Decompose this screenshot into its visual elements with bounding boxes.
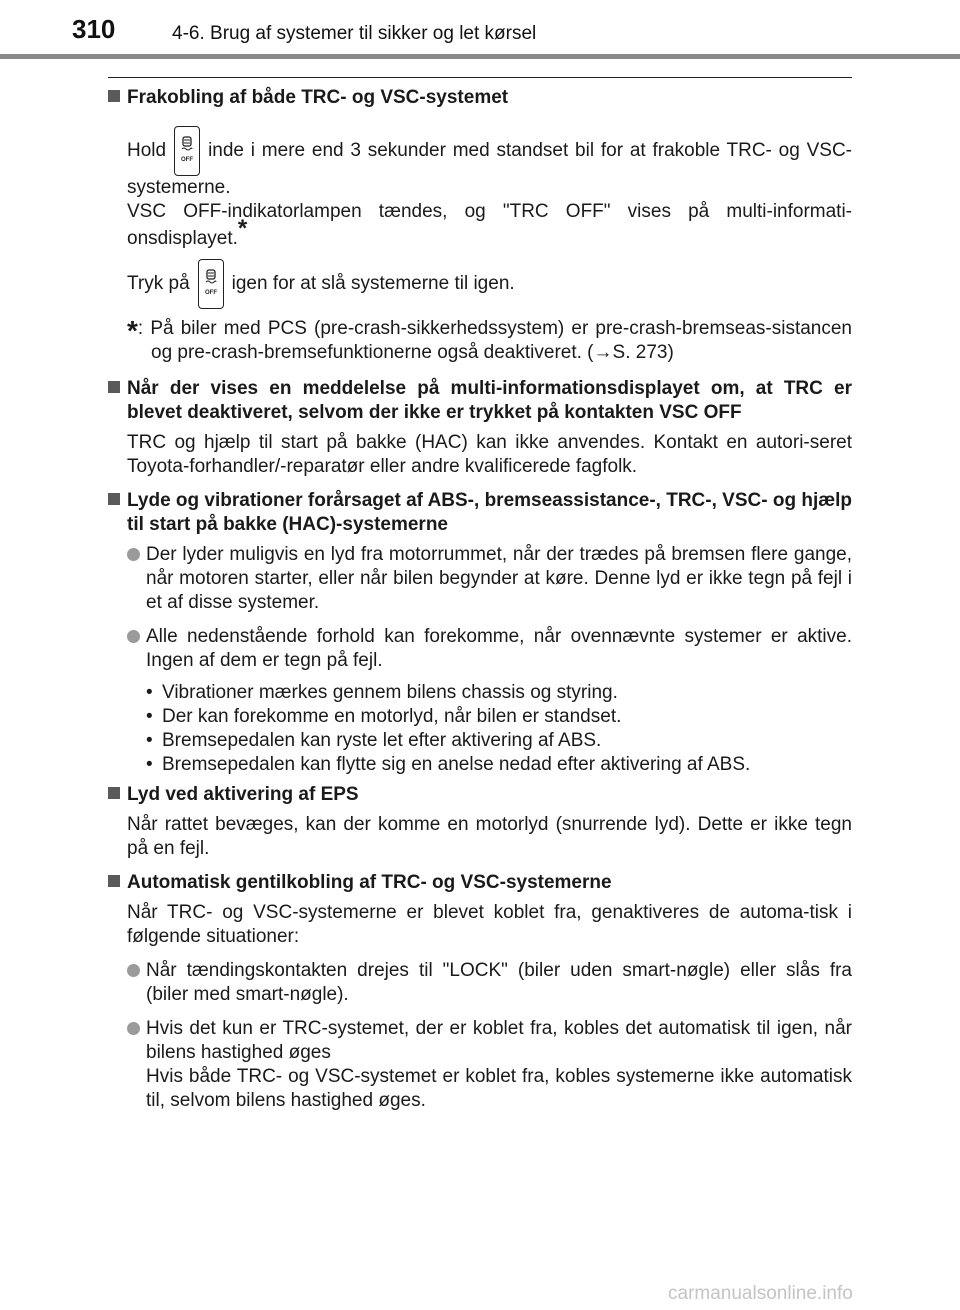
circle-bullet-icon — [127, 1022, 140, 1035]
section-title: Lyde og vibrationer forårsaget af ABS-, bremseassistance-, TRC-, VSC- og hjælp til start på bakke (HAC)-systemerne — [108, 489, 852, 537]
svg-text:OFF: OFF — [181, 157, 194, 163]
svg-text:OFF: OFF — [204, 290, 217, 296]
header-rule — [0, 54, 960, 59]
chapter-title: 4-6. Brug af systemer til sikker og let kørsel — [172, 23, 537, 44]
vsc-off-switch-icon — [198, 259, 224, 309]
content-divider — [108, 77, 852, 78]
circle-bullet-icon — [127, 964, 140, 977]
square-bullet-icon — [108, 381, 120, 393]
square-bullet-icon — [108, 787, 120, 799]
sub-list-item: • Vibrationer mærkes gennem bilens chassis og styring. — [146, 682, 618, 703]
footnote-pcs: *: På biler med PCS (pre-crash-sikkerhedssystem) er pre-crash-bremseas-sistancen og pre-crash-bremsefunktionerne også deaktiveret. (→S. 273) — [127, 315, 852, 363]
page-header — [0, 0, 960, 62]
section-body: Når TRC- og VSC-systemerne er blevet koblet fra, genaktiveres de automa-tisk i følgende situationer: — [127, 902, 852, 947]
square-bullet-icon — [108, 493, 120, 505]
list-item: Der lyder muligvis en lyd fra motorrummet, når der trædes på bremsen flere gange, når motoren starter, eller når bilen begynder at køre. Denne lyd er ikke tegn på fejl i et af disse systemer. — [127, 543, 852, 615]
vsc-off-switch-icon — [174, 126, 200, 176]
section-title: Lyd ved aktivering af EPS — [108, 783, 852, 807]
list-item: Hvis det kun er TRC-systemet, der er koblet fra, kobles det automatisk til igen, når bilens hastighed øges Hvis både TRC- og VSC-systemet er koblet fra, kobles systemerne ikke automatisk til, selvom bilens hastighed øges. — [127, 1017, 852, 1113]
section-body: TRC og hjælp til start på bakke (HAC) kan ikke anvendes. Kontakt en autori-seret Toyota-forhandler/-reparatør eller andre kvalificerede fagfolk. — [127, 432, 852, 477]
circle-bullet-icon — [127, 548, 140, 561]
watermark: carmanualsonline.info — [668, 1283, 853, 1304]
section-title: Automatisk gentilkobling af TRC- og VSC-systemerne — [108, 871, 852, 895]
page-content — [108, 86, 852, 1119]
section-body: Når rattet bevæges, kan der komme en motorlyd (snurrende lyd). Dette er ikke tegn på en fejl. — [127, 814, 852, 859]
sub-list-item: • Bremsepedalen kan ryste let efter aktivering af ABS. — [146, 730, 602, 751]
arrow-icon: → — [593, 342, 613, 363]
circle-bullet-icon — [127, 630, 140, 643]
sub-list-item: • Bremsepedalen kan flytte sig en anelse nedad efter aktivering af ABS. — [146, 754, 751, 775]
section-title: Når der vises en meddelelse på multi-informationsdisplayet om, at TRC er blevet deaktiveret, selvom der ikke er trykket på kontakten VSC OFF — [108, 377, 852, 425]
section-title: Frakobling af både TRC- og VSC-systemet — [108, 86, 852, 110]
list-item: Når tændingskontakten drejes til "LOCK" (biler uden smart-nøgle) eller slås fra (biler med smart-nøgle). — [127, 959, 852, 1007]
section-sounds-vibrations — [108, 489, 852, 777]
instruction-hold: Hold OFF inde i mere end 3 sekunder med standset bil for at frakoble TRC- og VSC-systemerne. — [127, 126, 852, 200]
sub-list — [108, 681, 852, 777]
sub-list-item: • Der kan forekomme en motorlyd, når bilen er standset. — [146, 706, 622, 727]
list-item: Alle nedenstående forhold kan forekomme, når ovennævnte systemer er aktive. Ingen af dem er tegn på fejl. — [127, 625, 852, 673]
square-bullet-icon — [108, 90, 120, 102]
page-number: 310 — [72, 14, 116, 44]
section-eps-sound — [108, 783, 852, 861]
square-bullet-icon — [108, 875, 120, 887]
section-trc-deactivated-message — [108, 377, 852, 479]
instruction-press-again: Tryk på OFF igen for at slå systemerne til igen. — [127, 259, 852, 309]
section-auto-reactivation — [108, 871, 852, 1113]
section-deactivate-trc-vsc — [108, 86, 852, 365]
instruction-indicator: VSC OFF-indikatorlampen tændes, og "TRC OFF" vises på multi-informati-onsdisplayet.* — [127, 201, 852, 249]
